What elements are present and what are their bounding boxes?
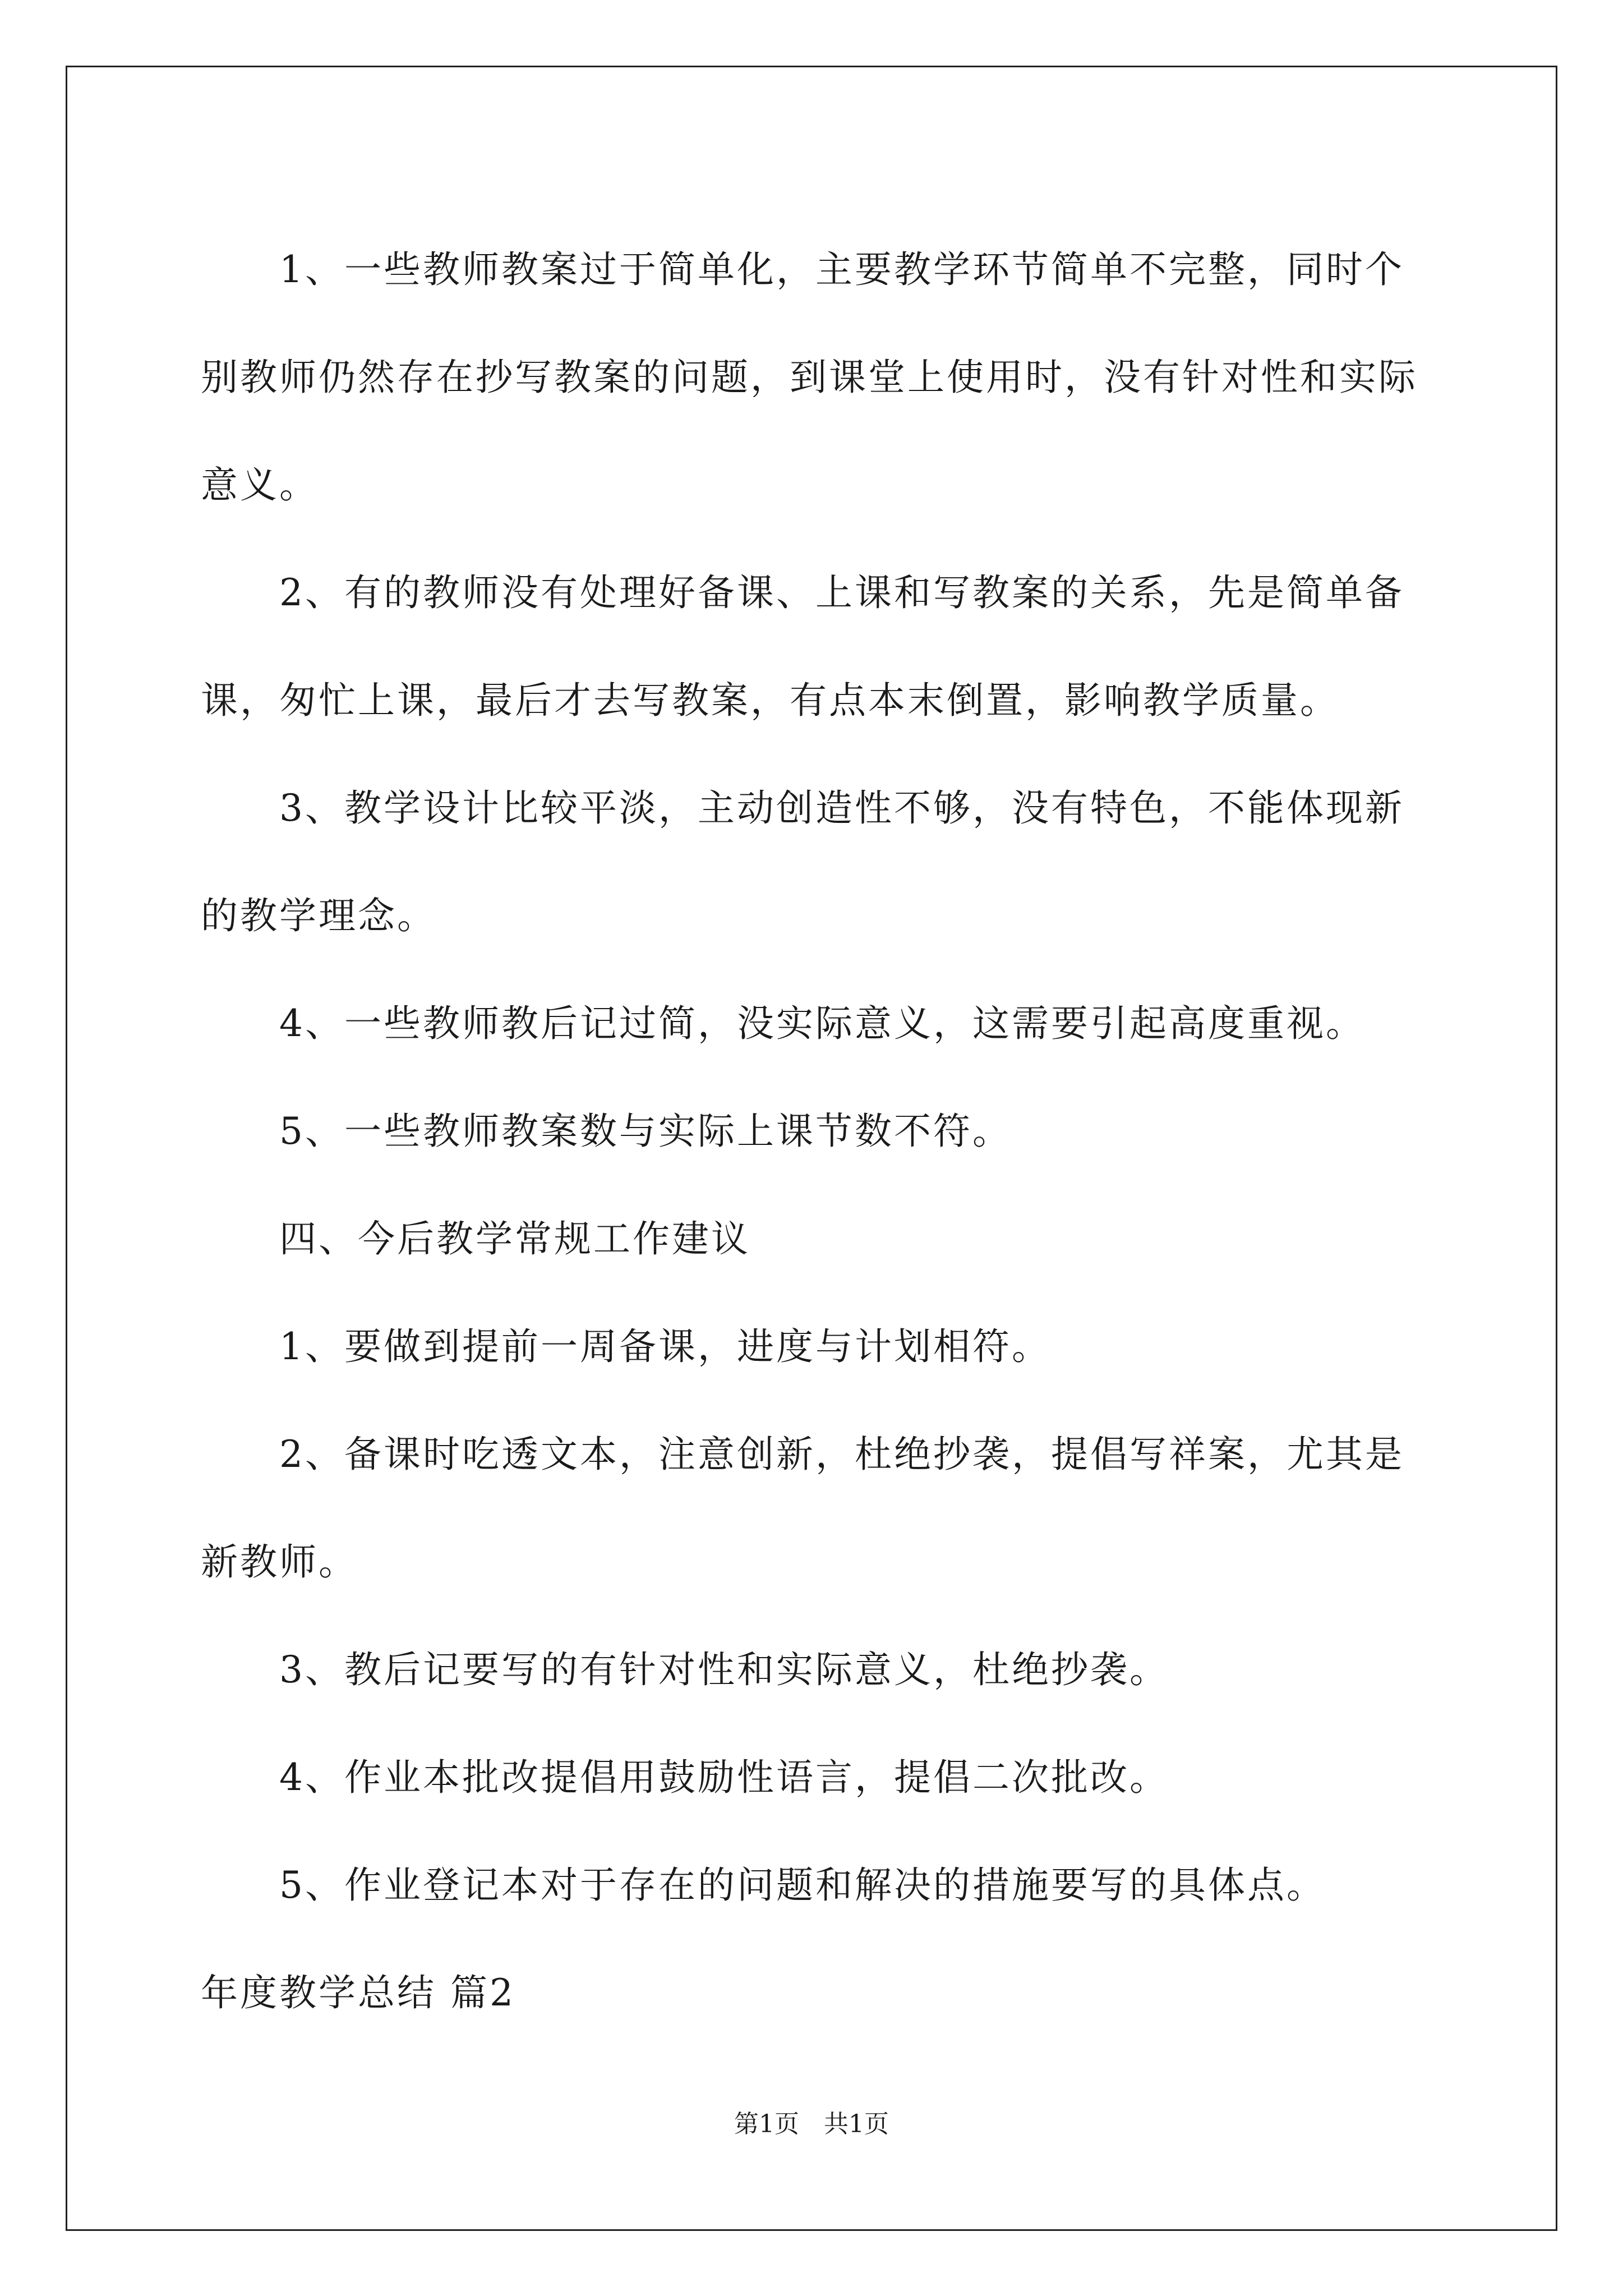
next-section-title: 年度教学总结 篇2 [201, 1971, 515, 2014]
document-body [201, 216, 1435, 2047]
page-number-footer: 第1页 共1页 [734, 2110, 889, 2138]
paragraph-suggestion-2: 2、备课时吃透文本，注意创新，杜绝抄袭，提倡写祥案，尤其是新教师。 [201, 1433, 1404, 1584]
section-heading-suggestions: 四、今后教学常规工作建议 [279, 1217, 750, 1260]
paragraph-issue-3: 3、教学设计比较平淡，主动创造性不够，没有特色，不能体现新的教学理念。 [201, 786, 1404, 937]
paragraph-suggestion-1: 1、要做到提前一周备课，进度与计划相符。 [279, 1325, 1051, 1368]
paragraph-suggestion-4: 4、作业本批改提倡用鼓励性语言，提倡二次批改。 [279, 1756, 1169, 1799]
paragraph-suggestion-3: 3、教后记要写的有针对性和实际意义，杜绝抄袭。 [279, 1648, 1169, 1691]
paragraph-suggestion-5: 5、作业登记本对于存在的问题和解决的措施要写的具体点。 [279, 1864, 1326, 1907]
paragraph-issue-1: 1、一些教师教案过于简单化，主要教学环节简单不完整，同时个别教师仍然存在抄写教案的问题，到课堂上使用时，没有针对性和实际意义。 [201, 248, 1418, 507]
paragraph-issue-5: 5、一些教师教案数与实际上课节数不符。 [279, 1110, 1012, 1153]
paragraph-issue-4: 4、一些教师教后记过简，没实际意义，这需要引起高度重视。 [279, 1002, 1365, 1045]
paragraph-issue-2: 2、有的教师没有处理好备课、上课和写教案的关系，先是简单备课，匆忙上课，最后才去写教案，有点本末倒置，影响教学质量。 [201, 571, 1404, 722]
